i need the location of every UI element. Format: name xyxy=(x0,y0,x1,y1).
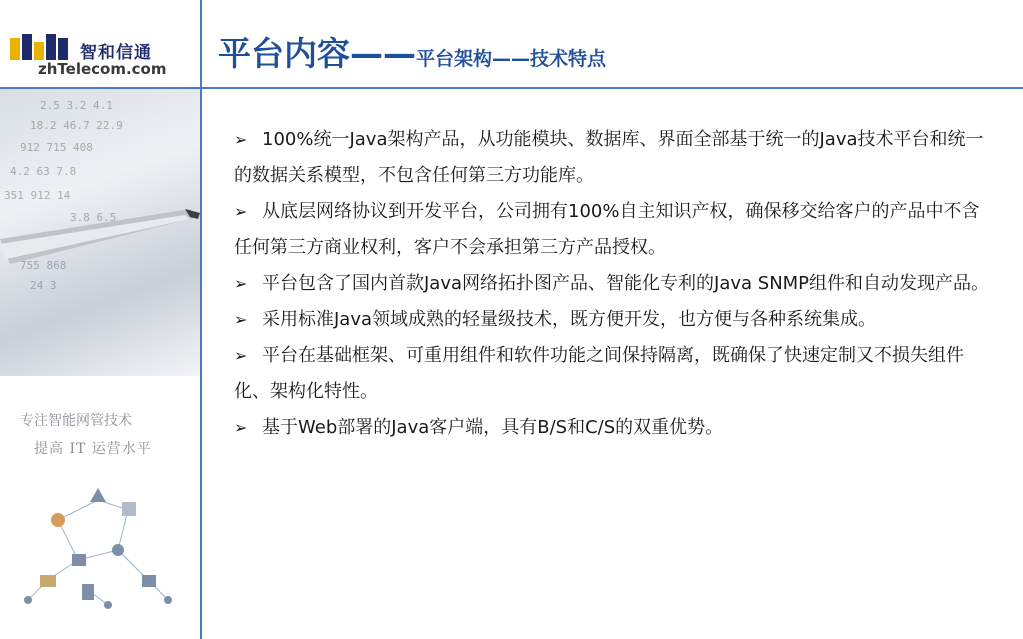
feature-list xyxy=(234,122,990,446)
list-item-text: 基于Web部署的Java客户端，具有B/S和C/S的双重优势。 xyxy=(262,417,724,438)
svg-text:912 715 408: 912 715 408 xyxy=(20,141,93,154)
list-item xyxy=(234,410,990,446)
logo-chinese-name: 智和信通 xyxy=(80,43,152,63)
list-item xyxy=(234,302,990,338)
list-item-text: 平台在基础框架、可重用组件和软件功能之间保持隔离，既确保了快速定制又不损失组件化、架构化特性。 xyxy=(234,345,964,402)
arrow-bullet-icon: ➢ xyxy=(234,202,248,221)
list-item-text: 平台包含了国内首款Java网络拓扑图产品、智能化专利的Java SNMP组件和自动发现产品。 xyxy=(262,273,990,294)
tagline-focus: 专注智能网管技术 xyxy=(20,413,132,429)
list-item xyxy=(234,194,990,266)
list-item xyxy=(234,266,990,302)
network-topology-diagram xyxy=(18,480,183,620)
svg-text:351 912 14: 351 912 14 xyxy=(4,189,71,202)
title-main: 平台内容—— xyxy=(218,34,416,73)
logo xyxy=(10,32,190,82)
list-item-text: 100%统一Java架构产品，从功能模块、数据库、界面全部基于统一的Java技术平台和统一的数据关系模型，不包含任何第三方功能库。 xyxy=(234,129,984,186)
svg-text:24 3: 24 3 xyxy=(30,279,57,292)
list-item-text: 从底层网络协议到开发平台，公司拥有100%自主知识产权，确保移交给客户的产品中不含任何第三方商业权利，客户不会承担第三方产品授权。 xyxy=(234,201,980,258)
svg-text:755 868: 755 868 xyxy=(20,259,67,272)
tagline-improve: 提高 IT 运营水平 xyxy=(34,441,152,457)
arrow-bullet-icon: ➢ xyxy=(234,310,248,329)
header-divider xyxy=(0,87,1023,89)
sidebar xyxy=(0,0,200,639)
logo-domain: zhTelecom.com xyxy=(38,60,167,78)
svg-text:18.2 46.7 22.9: 18.2 46.7 22.9 xyxy=(30,119,123,132)
page-title xyxy=(218,28,606,75)
pen-on-spreadsheet-photo xyxy=(0,89,200,376)
svg-text:3.8 6.5: 3.8 6.5 xyxy=(70,211,117,224)
list-item-text: 采用标准Java领域成熟的轻量级技术，既方便开发，也方便与各种系统集成。 xyxy=(262,309,877,330)
svg-text:4.2 63 7.8: 4.2 63 7.8 xyxy=(10,165,77,178)
arrow-bullet-icon: ➢ xyxy=(234,274,248,293)
arrow-bullet-icon: ➢ xyxy=(234,130,248,149)
list-item xyxy=(234,122,990,194)
pen-photo-illustration xyxy=(0,89,200,376)
list-item xyxy=(234,338,990,410)
vertical-divider xyxy=(200,0,202,639)
arrow-bullet-icon: ➢ xyxy=(234,418,248,437)
title-sub: 平台架构——技术特点 xyxy=(416,48,607,70)
arrow-bullet-icon: ➢ xyxy=(234,346,248,365)
svg-text:2.5 3.2 4.1: 2.5 3.2 4.1 xyxy=(40,99,113,112)
